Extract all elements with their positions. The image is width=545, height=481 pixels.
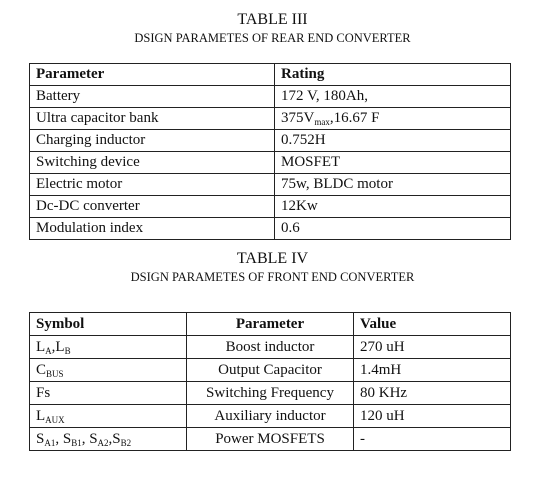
parameter-cell: Boost inductor	[187, 336, 354, 359]
table-row	[30, 405, 511, 428]
table-4-label: TABLE IV	[236, 250, 309, 267]
table-row	[30, 86, 511, 108]
table-row	[30, 130, 511, 152]
value-cell: 1.4mH	[354, 359, 511, 382]
value-cell: -	[354, 428, 511, 451]
table-row	[30, 196, 511, 218]
symbol-cell: $C_{BUS}$	[30, 359, 187, 382]
rating-cell: MOSFET	[275, 152, 511, 174]
rating-cell: 0.6	[275, 218, 511, 240]
parameter-cell: Battery	[30, 86, 275, 108]
front-end-converter-table	[29, 312, 511, 451]
table-3-label: TABLE III	[237, 11, 308, 28]
table-row	[30, 174, 511, 196]
rear-end-converter-table	[29, 63, 511, 240]
rating-cell: 12Kw	[275, 196, 511, 218]
table-3-title: DSIGN PARAMETES OF REAR END CONVERTER	[134, 31, 411, 45]
header-symbol: Symbol	[30, 313, 187, 336]
table-row	[30, 218, 511, 240]
rating-cell: 0.752H	[275, 130, 511, 152]
parameter-cell: Modulation index	[30, 218, 275, 240]
parameter-cell: Power MOSFETS	[187, 428, 354, 451]
parameter-cell: Switching Frequency	[187, 382, 354, 405]
symbol-cell: $L_{AUX}$	[30, 405, 187, 428]
table-row	[30, 428, 511, 451]
header-rating: Rating	[275, 64, 511, 86]
table-header-row	[30, 64, 511, 86]
parameter-cell: Electric motor	[30, 174, 275, 196]
header-value: Value	[354, 313, 511, 336]
rating-cell: 75w, BLDC motor	[275, 174, 511, 196]
rating-cell	[275, 108, 511, 130]
table-row	[30, 359, 511, 382]
parameter-cell: Dc-DC converter	[30, 196, 275, 218]
parameter-cell: Auxiliary inductor	[187, 405, 354, 428]
parameter-cell: Ultra capacitor bank	[30, 108, 275, 130]
table-header-row	[30, 313, 511, 336]
header-parameter: Parameter	[30, 64, 275, 86]
rating-rest: ,16.67 F	[329, 110, 380, 126]
parameter-cell: Output Capacitor	[187, 359, 354, 382]
table-4-title: DSIGN PARAMETES OF FRONT END CONVERTER	[130, 270, 415, 284]
value-cell: 120 uH	[354, 405, 511, 428]
value-cell: 80 KHz	[354, 382, 511, 405]
table-row	[30, 152, 511, 174]
header-parameter: Parameter	[187, 313, 354, 336]
symbol-cell: Fs	[30, 382, 187, 405]
parameter-cell: Switching device	[30, 152, 275, 174]
table-row	[30, 382, 511, 405]
table-row	[30, 336, 511, 359]
parameter-cell: Charging inductor	[30, 130, 275, 152]
rating-cell: 172 V, 180Ah,	[275, 86, 511, 108]
symbol-cell: $L_A,L_B$	[30, 336, 187, 359]
value-cell: 270 uH	[354, 336, 511, 359]
rating-main: 375V	[281, 110, 315, 126]
symbol-cell: $S_{A1}$, $S_{B1}$, $S_{A2},S_{B2}$	[30, 428, 187, 451]
rating-subscript: max	[314, 117, 330, 127]
table-row	[30, 108, 511, 130]
